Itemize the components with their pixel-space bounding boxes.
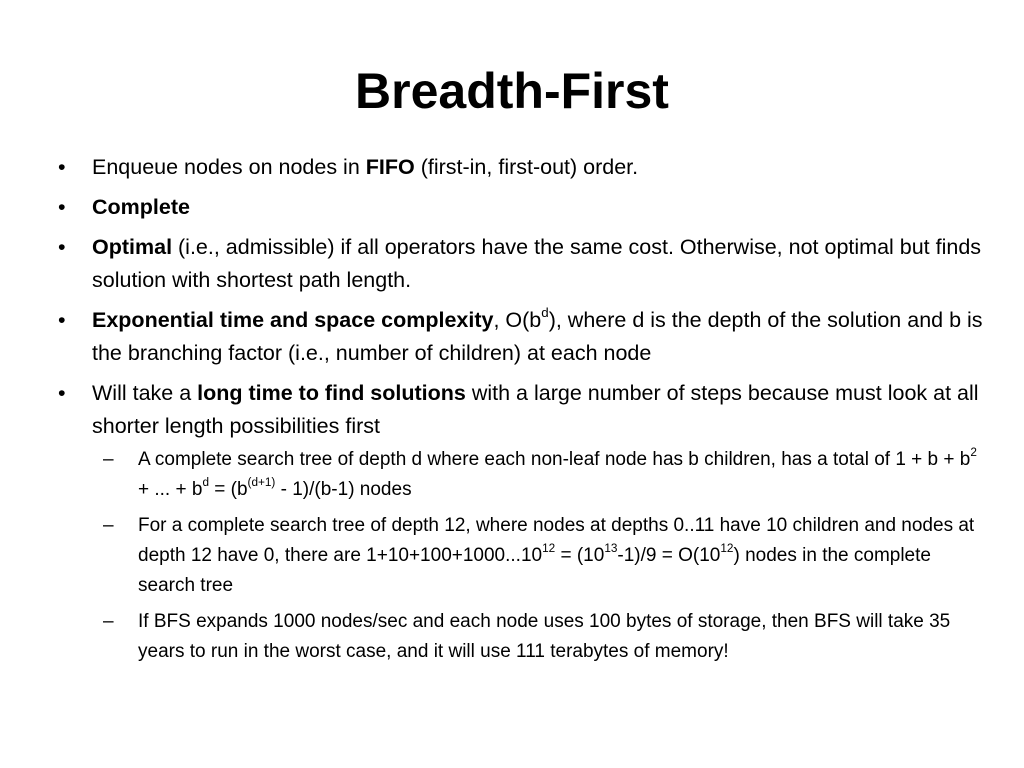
superscript: d — [541, 305, 549, 321]
bullet-long-time — [58, 377, 988, 667]
sub-bullet-marker: – — [103, 611, 114, 632]
bullet-fifo — [58, 151, 988, 184]
sub-bullet-text: - 1)/(b-1) nodes — [275, 479, 412, 500]
superscript: 2 — [970, 446, 977, 460]
superscript: 13 — [604, 542, 618, 556]
superscript: (d+1) — [247, 476, 276, 490]
bullet-text: with a large number of steps because must look at all shorter length possibilities first — [92, 381, 979, 438]
bullet-text: , O(b — [493, 308, 542, 332]
bullet-marker: • — [58, 155, 66, 179]
bullet-list — [58, 151, 988, 674]
sub-bullet-list — [92, 445, 988, 667]
bullet-text: Will take a — [92, 381, 198, 405]
bullet-bold-text: Complete — [92, 195, 190, 219]
bullet-complete — [58, 191, 988, 224]
bullet-marker: • — [58, 195, 66, 219]
bullet-bold-text: FIFO — [365, 155, 415, 179]
sub-bullet-bfs-cost — [93, 607, 988, 667]
bullet-complexity — [58, 304, 988, 370]
superscript: 12 — [542, 542, 556, 556]
superscript: d — [202, 476, 209, 490]
sub-bullet-text: = (10 — [555, 545, 605, 566]
sub-bullet-text: = (b — [208, 479, 248, 500]
sub-bullet-text: + ... + b — [138, 479, 203, 500]
sub-bullet-marker: – — [103, 515, 114, 536]
bullet-text: Enqueue nodes on nodes in — [92, 155, 366, 179]
bullet-text: (i.e., admissible) if all operators have the same cost. Otherwise, not optimal but finds solution with shortest path length. — [92, 235, 982, 292]
bullet-marker: • — [58, 235, 66, 259]
sub-bullet-text: A complete search tree of depth d where each non-leaf node has b children, has a total of 1 + b + b — [138, 449, 971, 470]
bullet-bold-text: Optimal — [92, 235, 173, 259]
bullet-optimal — [58, 231, 988, 297]
bullet-marker: • — [58, 308, 66, 332]
superscript: 12 — [720, 542, 734, 556]
sub-bullet-marker: – — [103, 449, 114, 470]
bullet-bold-text: long time to find solutions — [197, 381, 466, 405]
sub-bullet-text: -1)/9 = O(10 — [617, 545, 721, 566]
bullet-text: ), where d is the depth of the solution and b is the branching factor (i.e., number of children) at each node — [92, 308, 983, 365]
sub-bullet-text: ) nodes in the complete search tree — [138, 545, 931, 596]
bullet-text: (first-in, first-out) order. — [414, 155, 639, 179]
slide-title: Breadth-First — [355, 63, 669, 119]
sub-bullet-tree-total — [93, 445, 988, 505]
sub-bullet-text: If BFS expands 1000 nodes/sec and each node uses 100 bytes of storage, then BFS will take 35 years to run in the worst case, and it will use 111 terabytes of memory! — [138, 611, 951, 662]
sub-bullet-text: For a complete search tree of depth 12, where nodes at depths 0..11 have 10 children and nodes at depth 12 have 0, there are 1+10+100+1000...10 — [138, 515, 975, 566]
bullet-marker: • — [58, 381, 66, 405]
sub-bullet-depth-12 — [93, 511, 988, 601]
bullet-bold-text: Exponential time and space complexity — [92, 308, 494, 332]
